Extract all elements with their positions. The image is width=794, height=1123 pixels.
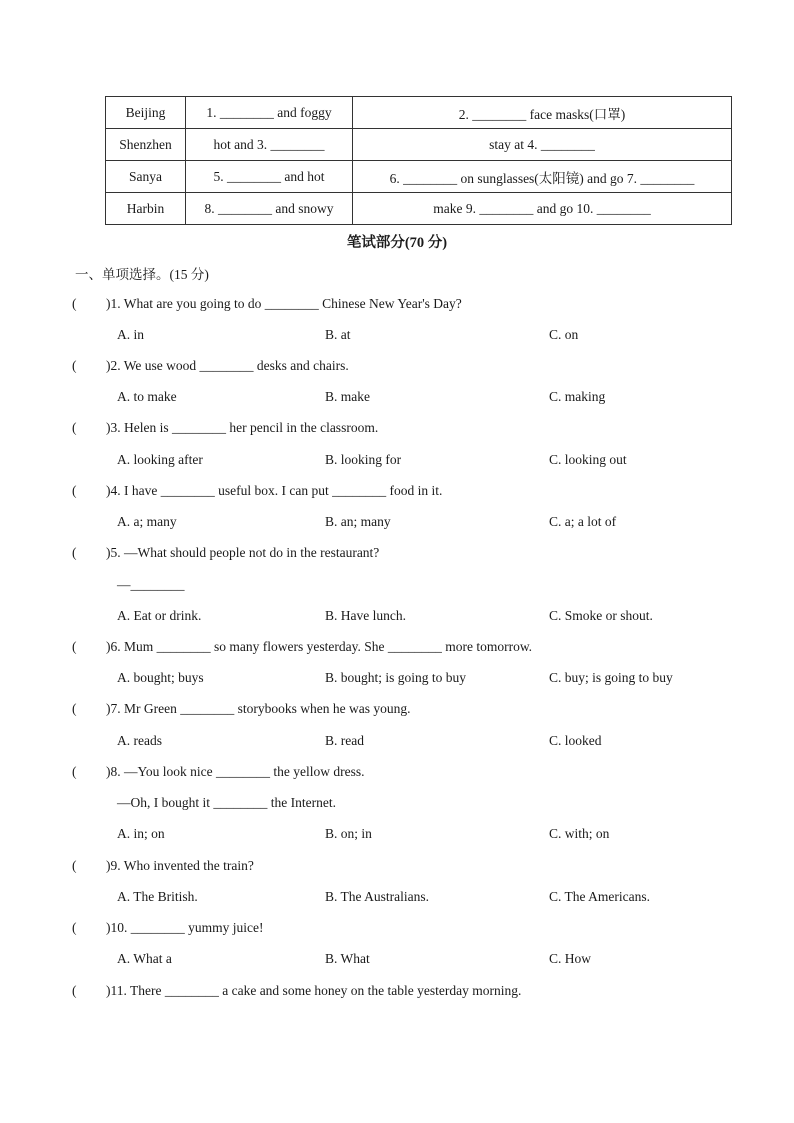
city-cell: Beijing — [106, 97, 186, 129]
option-b: B. looking for — [325, 452, 402, 467]
question-text: )3. Helen is ________ her pencil in the classroom. — [106, 420, 379, 435]
question-text: )4. I have ________ useful box. I can put ________ food in it. — [106, 483, 443, 498]
question-text: )2. We use wood ________ desks and chairs. — [106, 358, 349, 373]
option-a: A. What a — [117, 951, 172, 966]
answer-paren: ( — [72, 545, 77, 560]
option-c: C. looked — [549, 733, 602, 748]
question-text: )8. —You look nice ________ the yellow dress. — [106, 764, 365, 779]
option-c: C. on — [549, 327, 579, 342]
table-row — [106, 129, 732, 161]
option-a: A. a; many — [117, 514, 177, 529]
answer-paren: ( — [72, 764, 77, 779]
weather-cell: 8. ________ and snowy — [186, 193, 353, 225]
question-text: )1. What are you going to do ________ Chinese New Year's Day? — [106, 296, 462, 311]
option-c: C. with; on — [549, 826, 610, 841]
option-a: A. The British. — [117, 889, 198, 904]
option-a: A. in; on — [117, 826, 165, 841]
activity-cell: make 9. ________ and go 10. ________ — [353, 193, 732, 225]
option-c: C. The Americans. — [549, 889, 650, 904]
option-b: B. on; in — [325, 826, 372, 841]
question-text: )9. Who invented the train? — [106, 858, 254, 873]
option-c: C. Smoke or shout. — [549, 608, 653, 623]
activity-cell: stay at 4. ________ — [353, 129, 732, 161]
weather-cell: 1. ________ and foggy — [186, 97, 353, 129]
activity-cell: 2. ________ face masks(口罩) — [353, 97, 732, 129]
option-b: B. What — [325, 951, 370, 966]
city-cell: Shenzhen — [106, 129, 186, 161]
weather-table — [105, 96, 732, 225]
city-cell: Sanya — [106, 161, 186, 193]
answer-paren: ( — [72, 296, 77, 311]
option-c: C. How — [549, 951, 592, 966]
question-sub-line: —________ — [117, 577, 185, 592]
option-a: A. in — [117, 327, 144, 342]
table-row — [106, 193, 732, 225]
option-a: A. to make — [117, 389, 177, 404]
option-b: B. at — [325, 327, 351, 342]
option-c: C. making — [549, 389, 606, 404]
activity-cell: 6. ________ on sunglasses(太阳镜) and go 7. ________ — [353, 161, 732, 193]
option-a: A. bought; buys — [117, 670, 204, 685]
option-b: B. The Australians. — [325, 889, 429, 904]
answer-paren: ( — [72, 639, 77, 654]
answer-paren: ( — [72, 858, 77, 873]
answer-paren: ( — [72, 983, 77, 998]
question-text: )6. Mum ________ so many flowers yesterday. She ________ more tomorrow. — [106, 639, 533, 654]
answer-paren: ( — [72, 420, 77, 435]
answer-paren: ( — [72, 701, 77, 716]
option-b: B. bought; is going to buy — [325, 670, 467, 685]
weather-cell: 5. ________ and hot — [186, 161, 353, 193]
option-b: B. Have lunch. — [325, 608, 406, 623]
table-row — [106, 161, 732, 193]
part-heading: 一、单项选择。(15 分) — [75, 267, 209, 282]
option-c: C. a; a lot of — [549, 514, 617, 529]
table-row — [106, 97, 732, 129]
option-a: A. Eat or drink. — [117, 608, 202, 623]
option-a: A. looking after — [117, 452, 203, 467]
answer-paren: ( — [72, 920, 77, 935]
section-title: 笔试部分(70 分) — [346, 235, 448, 251]
option-b: B. make — [325, 389, 370, 404]
option-a: A. reads — [117, 733, 162, 748]
option-c: C. buy; is going to buy — [549, 670, 673, 685]
question-text: )11. There ________ a cake and some honey on the table yesterday morning. — [106, 983, 522, 998]
question-sub-line: —Oh, I bought it ________ the Internet. — [117, 795, 336, 810]
city-cell: Harbin — [106, 193, 186, 225]
question-text: )5. —What should people not do in the restaurant? — [106, 545, 380, 560]
weather-cell: hot and 3. ________ — [186, 129, 353, 161]
answer-paren: ( — [72, 483, 77, 498]
option-b: B. read — [325, 733, 364, 748]
question-text: )10. ________ yummy juice! — [106, 920, 264, 935]
option-c: C. looking out — [549, 452, 627, 467]
answer-paren: ( — [72, 358, 77, 373]
question-text: )7. Mr Green ________ storybooks when he was young. — [106, 701, 411, 716]
option-b: B. an; many — [325, 514, 391, 529]
